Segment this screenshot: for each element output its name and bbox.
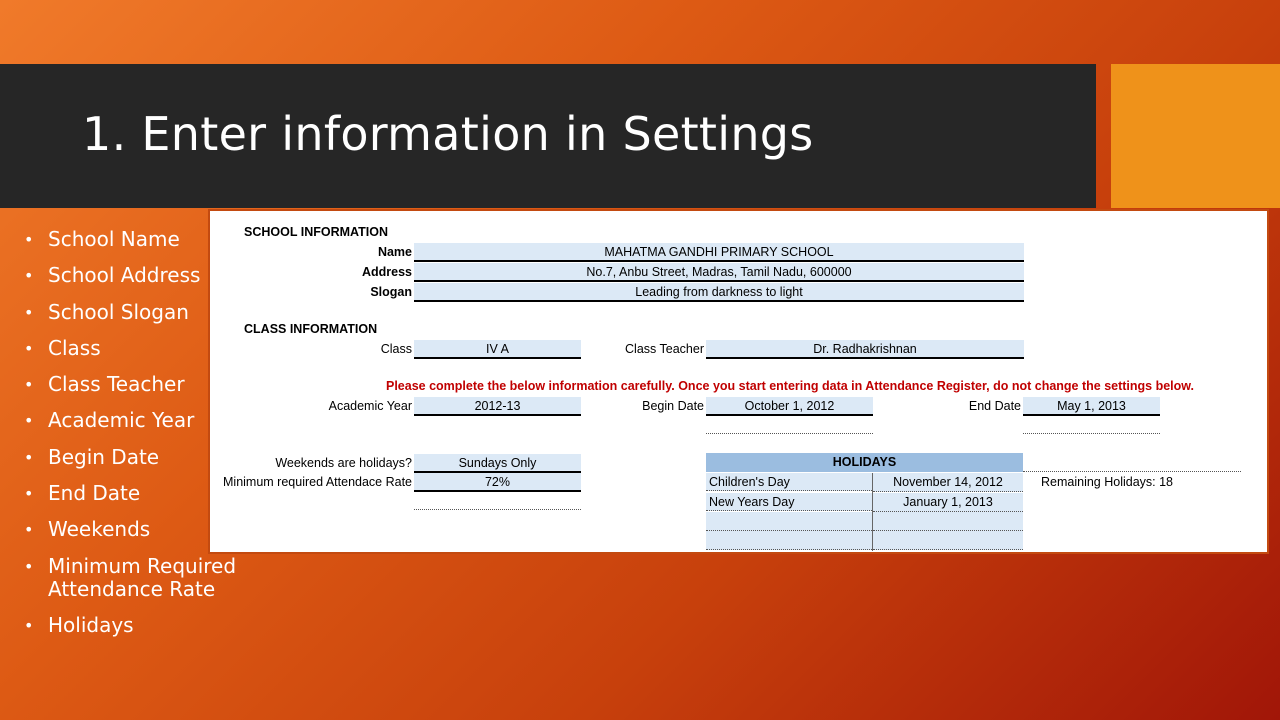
bullet-dot-icon: • <box>24 520 34 540</box>
holiday-date-cell[interactable] <box>873 531 1023 550</box>
holiday-name-cell[interactable]: New Years Day <box>706 493 872 511</box>
end-date-label: End Date <box>968 399 1021 413</box>
min-attendance-field[interactable]: 72% <box>414 473 581 492</box>
begin-date-label: Begin Date <box>642 399 704 413</box>
bullet-text: Weekends <box>48 517 151 542</box>
bullet-dot-icon: • <box>24 230 34 249</box>
bullet-item <box>22 301 237 324</box>
dotted-divider <box>706 433 873 434</box>
bullet-text: School Address <box>48 263 201 288</box>
bullet-item <box>22 482 237 505</box>
bullet-dot-icon: • <box>24 411 34 431</box>
academic-year-label: Academic Year <box>328 399 412 413</box>
settings-warning-text: Please complete the below information carefully. Once you start entering data in Attendance Register, do not change the settings below. <box>386 379 1195 393</box>
bullet-dot-icon: • <box>24 615 34 635</box>
bullet-item <box>22 555 237 601</box>
class-field[interactable]: IV A <box>414 340 581 359</box>
dotted-divider <box>1023 433 1160 434</box>
class-teacher-field[interactable]: Dr. Radhakrishnan <box>706 340 1024 359</box>
bullet-text: End Date <box>48 481 141 506</box>
min-attendance-label: Minimum required Attendace Rate <box>223 475 412 489</box>
holidays-header: HOLIDAYS <box>706 453 1023 472</box>
bullet-item <box>22 409 237 432</box>
weekends-field[interactable]: Sundays Only <box>414 454 581 473</box>
begin-date-field[interactable]: October 1, 2012 <box>706 397 873 416</box>
bullet-text: Begin Date <box>48 444 160 469</box>
remaining-holidays-text: Remaining Holidays: 18 <box>1041 475 1174 489</box>
bullet-text: Holidays <box>48 612 134 637</box>
bullet-item <box>22 373 237 396</box>
bullet-dot-icon: • <box>24 556 34 576</box>
name-label: Name <box>377 245 412 259</box>
bullet-text: Class Teacher <box>48 372 185 397</box>
slogan-label: Slogan <box>370 285 412 299</box>
school-slogan-field[interactable]: Leading from darkness to light <box>414 283 1024 302</box>
holiday-date-cell[interactable] <box>873 512 1023 531</box>
accent-box <box>1111 64 1280 208</box>
bullet-item <box>22 446 237 469</box>
weekends-label: Weekends are holidays? <box>275 456 412 470</box>
bullet-item <box>22 264 237 287</box>
end-date-field[interactable]: May 1, 2013 <box>1023 397 1160 416</box>
academic-year-field[interactable]: 2012-13 <box>414 397 581 416</box>
holiday-name-cell[interactable] <box>706 512 872 531</box>
bullet-text: Minimum Required Attendance Rate <box>48 553 237 601</box>
class-label: Class <box>380 342 412 356</box>
school-name-field[interactable]: MAHATMA GANDHI PRIMARY SCHOOL <box>414 243 1024 262</box>
bullet-dot-icon: • <box>24 447 34 467</box>
bullet-dot-icon: • <box>24 375 34 395</box>
bullet-item <box>22 337 237 360</box>
school-address-field[interactable]: No.7, Anbu Street, Madras, Tamil Nadu, 600000 <box>414 263 1024 282</box>
bullet-item <box>22 518 237 541</box>
class-info-header: CLASS INFORMATION <box>244 322 378 336</box>
dotted-divider <box>1023 471 1241 472</box>
column-divider <box>872 473 873 551</box>
bullet-dot-icon: • <box>24 302 34 322</box>
class-teacher-label: Class Teacher <box>625 342 704 356</box>
bullet-list <box>22 228 237 650</box>
holiday-name-cell[interactable] <box>706 531 872 550</box>
holiday-date-cell[interactable]: November 14, 2012 <box>873 473 1023 492</box>
holiday-name-cell[interactable]: Children's Day <box>706 473 872 491</box>
holiday-date-cell[interactable]: January 1, 2013 <box>873 493 1023 512</box>
bullet-text: School Name <box>48 227 180 251</box>
bullet-item <box>22 614 237 637</box>
bullet-dot-icon: • <box>24 338 34 358</box>
address-label: Address <box>361 265 412 279</box>
bullet-item <box>22 228 237 251</box>
school-info-header: SCHOOL INFORMATION <box>244 225 388 239</box>
slide-title: 1. Enter information in Settings <box>82 107 814 161</box>
bullet-dot-icon: • <box>24 266 34 286</box>
title-bar <box>0 64 1096 208</box>
dotted-divider <box>414 509 581 510</box>
bullet-text: School Slogan <box>48 299 189 324</box>
settings-sheet-screenshot <box>208 209 1269 554</box>
bullet-text: Academic Year <box>48 408 195 433</box>
bullet-dot-icon: • <box>24 484 34 504</box>
bullet-text: Class <box>48 335 101 360</box>
